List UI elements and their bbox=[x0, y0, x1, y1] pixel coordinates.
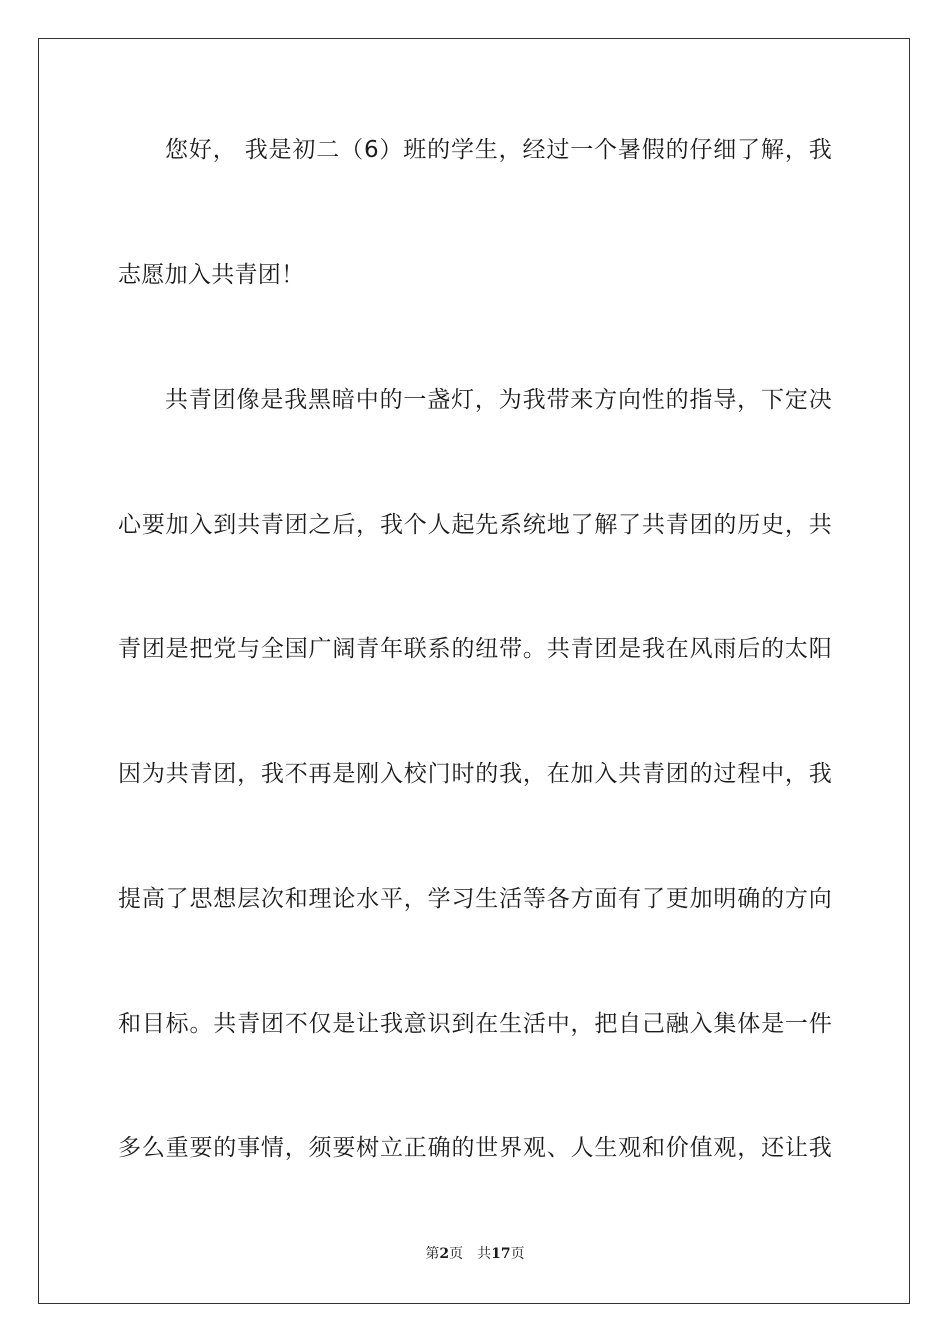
total-page-number: 17 bbox=[491, 1246, 511, 1262]
total-prefix: 共 bbox=[477, 1246, 492, 1262]
paragraph-line-7: 提高了思想层次和理论水平，学习生活等各方面有了更加明确的方向 bbox=[118, 886, 832, 912]
page-unit: 页 bbox=[449, 1246, 464, 1262]
current-page-number: 2 bbox=[439, 1246, 450, 1262]
paragraph-line-5: 青团是把党与全国广阔青年联系的纽带。共青团是我在风雨后的太阳 bbox=[118, 636, 832, 662]
paragraph-line-3: 共青团像是我黑暗中的一盏灯，为我带来方向性的指导，下定决 bbox=[165, 387, 832, 413]
paragraph-line-6: 因为共青团，我不再是刚入校门时的我，在加入共青团的过程中，我 bbox=[118, 761, 832, 787]
page-border bbox=[38, 38, 910, 1304]
paragraph-line-9: 多么重要的事情，须要树立正确的世界观、人生观和价值观，还让我 bbox=[118, 1135, 832, 1161]
paragraph-line-8: 和目标。共青团不仅是让我意识到在生活中，把自己融入集体是一件 bbox=[118, 1011, 832, 1037]
page-prefix: 第 bbox=[425, 1246, 440, 1262]
paragraph-line-2: 志愿加入共青团！ bbox=[118, 262, 305, 288]
paragraph-line-4: 心要加入到共青团之后，我个人起先系统地了解了共青团的历史，共 bbox=[118, 512, 832, 538]
total-unit: 页 bbox=[510, 1246, 525, 1262]
paragraph-line-1: 您好， 我是初二（6）班的学生，经过一个暑假的仔细了解，我 bbox=[165, 137, 832, 163]
page-footer bbox=[0, 1244, 950, 1264]
